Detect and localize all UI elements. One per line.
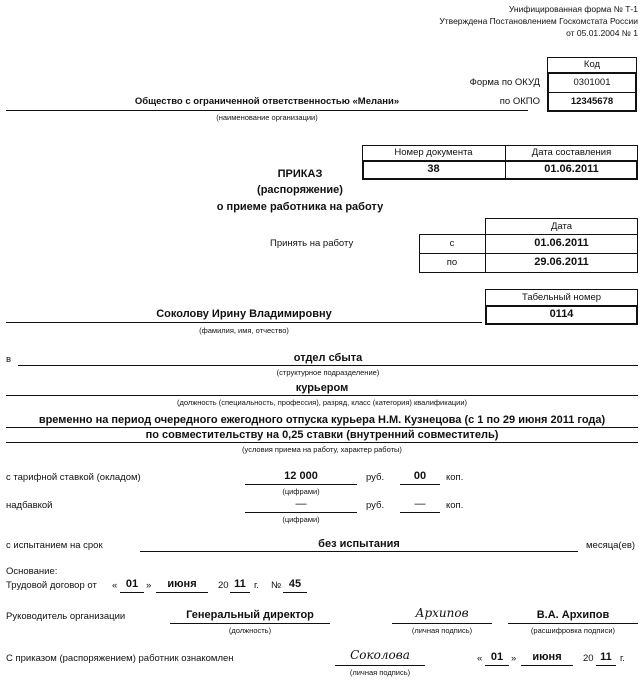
department-caption: (структурное подразделение) xyxy=(276,368,380,377)
rate-kop-value: 00 xyxy=(413,470,427,482)
ack-year: 11 xyxy=(600,651,612,663)
position-caption: (должность (специальность, профессия), разряд, класс (категория) квалификации) xyxy=(176,398,468,407)
bonus-rub-unit: руб. xyxy=(366,500,385,511)
hire-date-header: Дата xyxy=(550,221,573,232)
approval-date: от 05.01.2004 № 1 xyxy=(566,28,638,38)
bonus-rub-caption: (цифрами) xyxy=(282,515,320,524)
ack-day: 01 xyxy=(490,651,504,663)
tab-header: Табельный номер xyxy=(521,292,602,303)
probation-value: без испытания xyxy=(318,538,400,550)
head-label: Руководитель организации xyxy=(6,611,126,622)
organization-caption: (наименование организации) xyxy=(216,113,318,122)
okpo-value: 12345678 xyxy=(570,96,614,107)
head-name-caption: (расшифровка подписи) xyxy=(530,626,616,635)
rate-rub-unit: руб. xyxy=(366,472,385,483)
bonus-rub-value: — xyxy=(295,498,307,510)
okud-value: 0301001 xyxy=(573,77,611,88)
head-signature: Архипов xyxy=(415,606,469,620)
contract-year-suffix: г. xyxy=(254,580,259,591)
rate-label: с тарифной ставкой (окладом) xyxy=(6,472,141,483)
hire-to-label: по xyxy=(446,257,458,268)
contract-quote-open: « xyxy=(112,580,118,591)
bonus-kop-unit: коп. xyxy=(446,500,464,511)
department-prefix: в xyxy=(6,354,12,365)
contract-day: 01 xyxy=(125,578,139,590)
tab-number: 0114 xyxy=(549,308,574,320)
conditions-line2: по совместительству на 0,25 ставки (внутренний совместитель) xyxy=(145,429,499,441)
contract-number-label: № xyxy=(271,580,282,591)
contract-number: 45 xyxy=(288,578,302,590)
hire-label: Принять на работу xyxy=(270,238,354,249)
order-subtitle: (распоряжение) xyxy=(257,184,343,196)
probation-label: с испытанием на срок xyxy=(6,540,103,551)
head-signature-caption: (личная подпись) xyxy=(411,626,473,635)
ack-year-prefix: 20 xyxy=(583,653,594,664)
hire-from-date: 01.06.2011 xyxy=(534,237,589,249)
employee-caption: (фамилия, имя, отчество) xyxy=(199,326,289,335)
head-name: В.А. Архипов xyxy=(536,609,610,621)
rate-rub-caption: (цифрами) xyxy=(282,487,320,496)
order-title: ПРИКАЗ xyxy=(277,168,323,180)
position-value: курьером xyxy=(295,382,349,394)
ack-label: С приказом (распоряжением) работник ознакомлен xyxy=(6,653,234,664)
ack-year-suffix: г. xyxy=(620,653,625,664)
conditions-line1: временно на период очередного ежегодного отпуска курьера Н.М. Кузнецова (с 1 по 29 июня 2011 года) xyxy=(38,414,606,426)
probation-suffix: месяца(ев) xyxy=(586,540,636,551)
rate-rub-value: 12 000 xyxy=(284,470,318,482)
employee-name: Соколову Ирину Владимировну xyxy=(156,308,332,320)
head-position-caption: (должность) xyxy=(228,626,272,635)
doc-date: 01.06.2011 xyxy=(544,163,599,175)
contract-quote-close: » xyxy=(146,580,152,591)
doc-number-header: Номер документа xyxy=(394,147,473,158)
approval-text: Утверждена Постановлением Госкомстата России xyxy=(439,16,638,26)
ack-quote-open: « xyxy=(477,653,483,664)
contract-year: 11 xyxy=(234,578,246,590)
organization-name: Общество с ограниченной ответственностью «Мелани» xyxy=(134,96,400,107)
bonus-label: надбавкой xyxy=(6,500,53,511)
bonus-kop-value: — xyxy=(414,498,426,510)
head-position: Генеральный директор xyxy=(186,609,314,621)
doc-number: 38 xyxy=(427,163,440,175)
department-value: отдел сбыта xyxy=(293,352,363,364)
ack-signature: Соколова xyxy=(350,648,410,662)
rate-kop-unit: коп. xyxy=(446,472,464,483)
hire-from-label: с xyxy=(449,238,455,249)
basis-label: Основание: xyxy=(6,566,58,577)
okud-label: Форма по ОКУД xyxy=(469,77,540,88)
order-description: о приеме работника на работу xyxy=(216,201,384,213)
codes-title: Код xyxy=(583,59,601,70)
conditions-caption: (условия приема на работу, характер работы) xyxy=(242,445,402,454)
doc-date-header: Дата составления xyxy=(531,147,612,158)
okpo-label: по ОКПО xyxy=(499,96,540,107)
hire-to-date: 29.06.2011 xyxy=(534,256,589,268)
ack-signature-caption: (личная подпись) xyxy=(349,668,411,677)
contract-label: Трудовой договор от xyxy=(6,580,97,591)
contract-month: июня xyxy=(167,578,197,590)
ack-month: июня xyxy=(532,651,562,663)
ack-quote-close: » xyxy=(511,653,517,664)
contract-year-prefix: 20 xyxy=(218,580,229,591)
form-name: Унифицированная форма № Т-1 xyxy=(508,4,638,14)
